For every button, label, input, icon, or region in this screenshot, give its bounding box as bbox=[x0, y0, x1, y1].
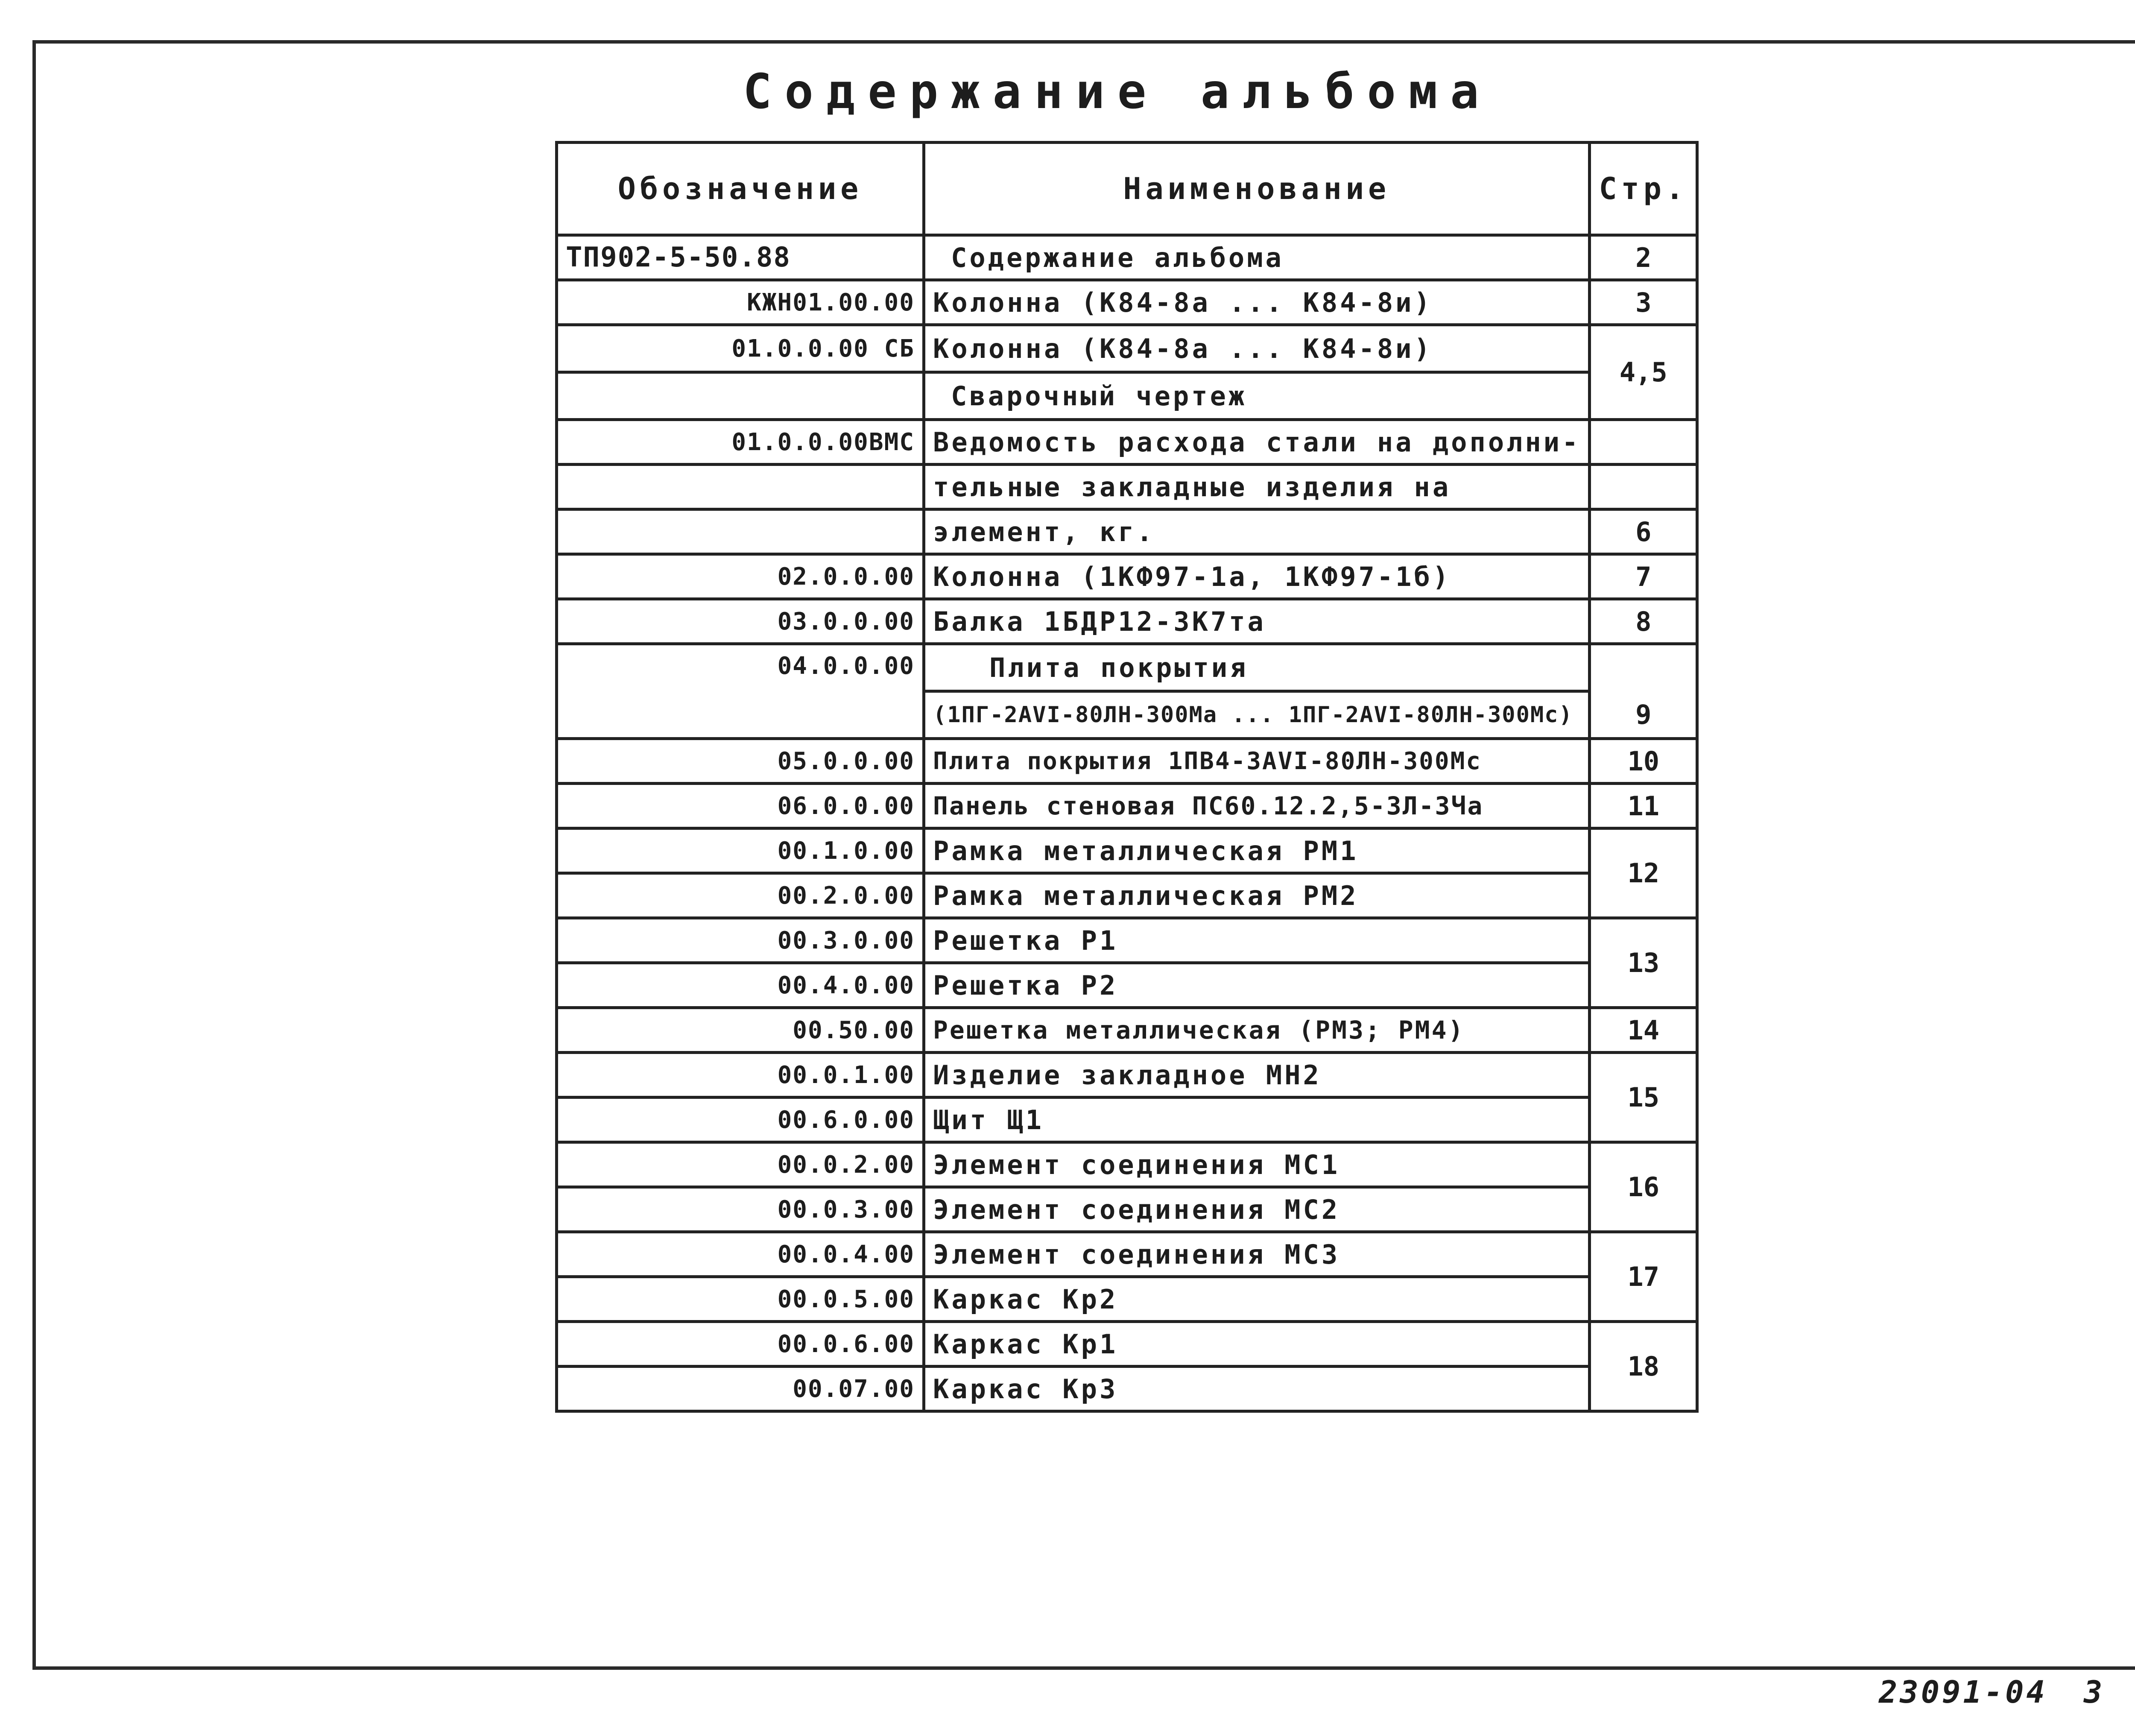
row-designation: 05.0.0.00 bbox=[557, 739, 924, 784]
row-designation: 01.0.0.00 СБ bbox=[557, 325, 924, 372]
row-name: тельные закладные изделия на bbox=[924, 465, 1590, 509]
row-designation: 00.0.2.00 bbox=[557, 1142, 924, 1187]
row-designation: 00.2.0.00 bbox=[557, 873, 924, 918]
row-page: 15 bbox=[1590, 1053, 1697, 1142]
table-row bbox=[557, 739, 1697, 784]
row-page: 17 bbox=[1590, 1232, 1697, 1322]
row-page: 10 bbox=[1590, 739, 1697, 784]
row-page bbox=[1590, 420, 1697, 465]
row-page: 6 bbox=[1590, 509, 1697, 554]
row-name: Панель стеновая ПС60.12.2,5-3Л-3Ча bbox=[924, 784, 1590, 828]
row-page: 13 bbox=[1590, 918, 1697, 1008]
table-row bbox=[557, 1053, 1697, 1098]
table-row bbox=[557, 1187, 1697, 1232]
row-name: Плита покрытия 1ПВ4-3АVI-80ЛН-300Мс bbox=[924, 739, 1590, 784]
row-name: (1ПГ-2АVI-80ЛН-300Ма ... 1ПГ-2АVI-80ЛН-300Мс) bbox=[924, 691, 1590, 739]
table-row bbox=[557, 873, 1697, 918]
row-page: 16 bbox=[1590, 1142, 1697, 1232]
row-page bbox=[1590, 465, 1697, 509]
row-name: Сварочный чертеж bbox=[924, 372, 1590, 420]
row-designation: 00.3.0.00 bbox=[557, 918, 924, 963]
row-name: Щит Щ1 bbox=[924, 1098, 1590, 1142]
row-name: Решетка Р2 bbox=[924, 963, 1590, 1008]
row-name: Рамка металлическая РМ2 bbox=[924, 873, 1590, 918]
row-designation: 00.0.4.00 bbox=[557, 1232, 924, 1277]
table-row bbox=[557, 554, 1697, 599]
row-page: 14 bbox=[1590, 1008, 1697, 1053]
table-row bbox=[557, 1142, 1697, 1187]
row-page: 12 bbox=[1590, 828, 1697, 918]
table-row bbox=[557, 599, 1697, 644]
document-number: 23091-04 bbox=[1879, 1674, 2047, 1710]
table-row bbox=[557, 372, 1697, 420]
row-name: Решетка металлическая (РМ3; РМ4) bbox=[924, 1008, 1590, 1053]
row-name: Плита покрытия bbox=[924, 644, 1590, 691]
row-name: Решетка Р1 bbox=[924, 918, 1590, 963]
contents-table bbox=[555, 141, 1699, 1413]
row-name: Содержание альбома bbox=[924, 235, 1590, 280]
row-designation bbox=[557, 372, 924, 420]
row-page: 4,5 bbox=[1590, 325, 1697, 420]
row-name: Колонна (1КФ97-1а, 1КФ97-1б) bbox=[924, 554, 1590, 599]
row-page: 9 bbox=[1590, 644, 1697, 739]
row-designation: 00.07.00 bbox=[557, 1367, 924, 1411]
row-name: элемент, кг. bbox=[924, 509, 1590, 554]
row-name: Элемент соединения МС2 bbox=[924, 1187, 1590, 1232]
row-page: 18 bbox=[1590, 1322, 1697, 1411]
row-designation: 03.0.0.00 bbox=[557, 599, 924, 644]
row-page: 8 bbox=[1590, 599, 1697, 644]
row-designation: КЖН01.00.00 bbox=[557, 280, 924, 325]
page-title: Содержание альбома bbox=[743, 64, 1492, 120]
row-designation: 06.0.0.00 bbox=[557, 784, 924, 828]
row-name: Каркас Кр2 bbox=[924, 1277, 1590, 1322]
table-row bbox=[557, 784, 1697, 828]
row-designation: 00.1.0.00 bbox=[557, 828, 924, 873]
table-row bbox=[557, 1322, 1697, 1367]
table-row bbox=[557, 1008, 1697, 1053]
table-row bbox=[557, 644, 1697, 691]
row-name: Элемент соединения МС1 bbox=[924, 1142, 1590, 1187]
row-designation: 00.0.3.00 bbox=[557, 1187, 924, 1232]
row-designation bbox=[557, 465, 924, 509]
row-designation: 00.0.6.00 bbox=[557, 1322, 924, 1367]
table-row bbox=[557, 465, 1697, 509]
row-name: Каркас Кр1 bbox=[924, 1322, 1590, 1367]
table-row bbox=[557, 1232, 1697, 1277]
table-row bbox=[557, 828, 1697, 873]
row-designation: 02.0.0.00 bbox=[557, 554, 924, 599]
row-name: Колонна (К84-8а ... К84-8и) bbox=[924, 325, 1590, 372]
row-name: Балка 1БДР12-3К7та bbox=[924, 599, 1590, 644]
row-page: 3 bbox=[1590, 280, 1697, 325]
row-designation: 00.6.0.00 bbox=[557, 1098, 924, 1142]
row-designation: 00.50.00 bbox=[557, 1008, 924, 1053]
sheet-number: 3 bbox=[2084, 1674, 2105, 1710]
table-row bbox=[557, 420, 1697, 465]
row-designation: 00.0.1.00 bbox=[557, 1053, 924, 1098]
table-row bbox=[557, 918, 1697, 963]
row-designation: 04.0.0.00 bbox=[557, 644, 924, 739]
row-designation bbox=[557, 509, 924, 554]
table-row bbox=[557, 235, 1697, 280]
table-row bbox=[557, 1367, 1697, 1411]
row-name: Ведомость расхода стали на дополни- bbox=[924, 420, 1590, 465]
row-name: Рамка металлическая РМ1 bbox=[924, 828, 1590, 873]
row-name: Каркас Кр3 bbox=[924, 1367, 1590, 1411]
row-designation: 01.0.0.00ВМС bbox=[557, 420, 924, 465]
table-row bbox=[557, 1098, 1697, 1142]
row-page: 11 bbox=[1590, 784, 1697, 828]
header-page: Стр. bbox=[1590, 143, 1697, 235]
table-row bbox=[557, 509, 1697, 554]
table-row bbox=[557, 963, 1697, 1008]
header-name: Наименование bbox=[924, 143, 1590, 235]
row-name: Элемент соединения МС3 bbox=[924, 1232, 1590, 1277]
header-designation: Обозначение bbox=[557, 143, 924, 235]
table-row bbox=[557, 280, 1697, 325]
row-designation: 00.0.5.00 bbox=[557, 1277, 924, 1322]
table-row bbox=[557, 1277, 1697, 1322]
row-name: Изделие закладное МН2 bbox=[924, 1053, 1590, 1098]
table-row bbox=[557, 325, 1697, 372]
row-designation: ТП902-5-50.88 bbox=[557, 235, 924, 280]
row-designation: 00.4.0.00 bbox=[557, 963, 924, 1008]
row-page: 7 bbox=[1590, 554, 1697, 599]
row-page: 2 bbox=[1590, 235, 1697, 280]
row-name: Колонна (К84-8а ... К84-8и) bbox=[924, 280, 1590, 325]
